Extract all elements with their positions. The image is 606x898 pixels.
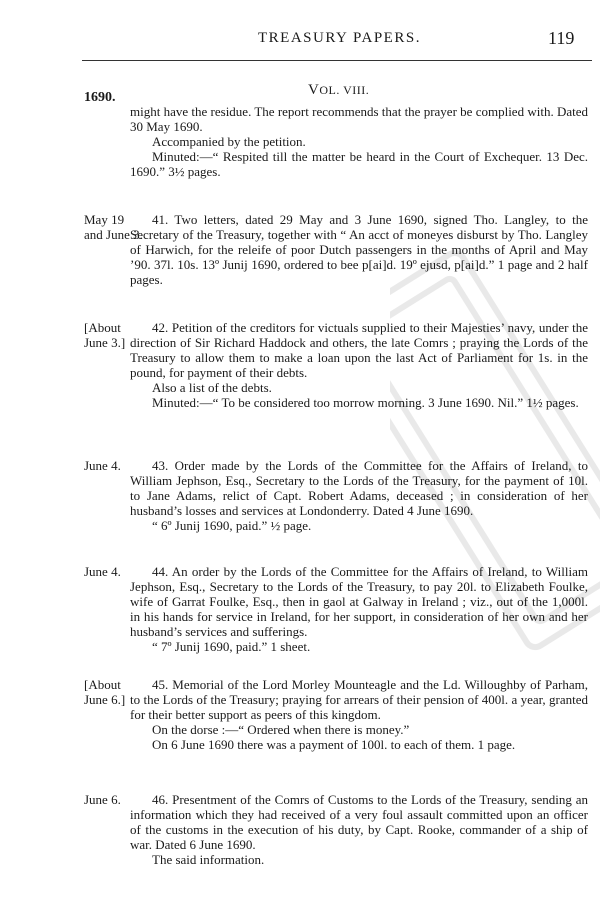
page-number: 119 (548, 28, 575, 48)
paragraph: 41. Two letters, dated 29 May and 3 June 1690, signed Tho. Langley, to the Secretary of the Treasury, together with “ An acct of moneyes disburst by Tho. Langley of Harwich, for the releife of poor Dutch passengers in the months of April and May ’90. 37l. 10s. 13º Junij 1690, ordered to bee p[ai]d. 19º ejusd, p[ai]d.” 1 page and 2 half pages. (130, 212, 588, 287)
paragraph: The said information. (152, 852, 265, 867)
paragraph: 46. Presentment of the Comrs of Customs to the Lords of the Treasury, sending an information which they had received of a very foul assault committed upon an officer of the customs in the execution of his duty, by Capt. Rooke, commander of a ship of war. Dated 6 June 1690. (130, 792, 588, 852)
entry-date: May 19 and June 3. (84, 212, 143, 242)
entry-text (130, 320, 588, 410)
paragraph: might have the residue. The report recommends that the prayer be complied with. Dated 30 May 1690. (130, 104, 588, 134)
entry-text (130, 212, 588, 287)
paragraph: Accompanied by the petition. (152, 134, 306, 149)
minute-paragraph: Minuted:—“ To be considered too morrow morning. 3 June 1690. Nil.” 1½ pages. (152, 395, 579, 410)
header-rule (82, 60, 592, 61)
paragraph: On the dorse :—“ Ordered when there is money.” (152, 722, 410, 737)
year-label: 1690. (84, 90, 116, 105)
running-head (0, 30, 606, 54)
paragraph: 42. Petition of the creditors for victuals supplied to their Majesties’ navy, under the direction of Sir Richard Haddock and others, the late Comrs ; praying the Lords of the Treasury to allow them to make a loan upon the last Act of Parliament for 1s. in the pound, for payment of their debts. (130, 320, 588, 380)
volume-label: VOL. VIII. (308, 82, 370, 98)
paragraph: Also a list of the debts. (152, 380, 272, 395)
entry-text (130, 792, 588, 867)
entry-date: June 4. (84, 458, 121, 473)
entry-date: June 6. (84, 792, 121, 807)
paragraph: 43. Order made by the Lords of the Committee for the Affairs of Ireland, to William Jephson, Esq., Secretary to the Lords of the Treasury, for the payment of 10l. to Jane Adams, relict of Capt. Robert Adams, deceased ; in consideration of her husband’s losses and services at Londonderry. Dated 4 June 1690. (130, 458, 588, 518)
paragraph: “ 6º Junij 1690, paid.” ½ page. (152, 518, 312, 533)
entry-date: June 4. (84, 564, 121, 579)
paragraph: 45. Memorial of the Lord Morley Mounteagle and the Ld. Willoughby of Parham, to the Lords of the Treasury; praying for arrears of their pension of 400l. a year, granted for their better support as peers of this kingdom. (130, 677, 588, 722)
paragraph: “ 7º Junij 1690, paid.” 1 sheet. (152, 639, 311, 654)
running-title: TREASURY PAPERS. (258, 30, 421, 46)
entry-date: [About June 3.] (84, 320, 126, 350)
entry-text (130, 104, 588, 179)
entry-text (130, 458, 588, 533)
entry-date: [About June 6.] (84, 677, 126, 707)
minute-paragraph: Minuted:—“ Respited till the matter be heard in the Court of Exchequer. 13 Dec. 1690.” 3½ pages. (130, 149, 588, 179)
paragraph: On 6 June 1690 there was a payment of 100l. to each of them. 1 page. (152, 737, 516, 752)
entry-text (130, 564, 588, 654)
entry-text (130, 677, 588, 752)
paragraph: 44. An order by the Lords of the Committee for the Affairs of Ireland, to William Jephson, Esq., Secretary to the Lords of the Treasury, to pay 20l. to Elizabeth Foulke, wife of Garrat Foulke, Esq., then in gaol at Galway in Ireland ; viz., out of the 1,000l. in his hands for service in Ireland, for her support, in consideration of her own and her husband’s services and sufferings. (130, 564, 588, 639)
